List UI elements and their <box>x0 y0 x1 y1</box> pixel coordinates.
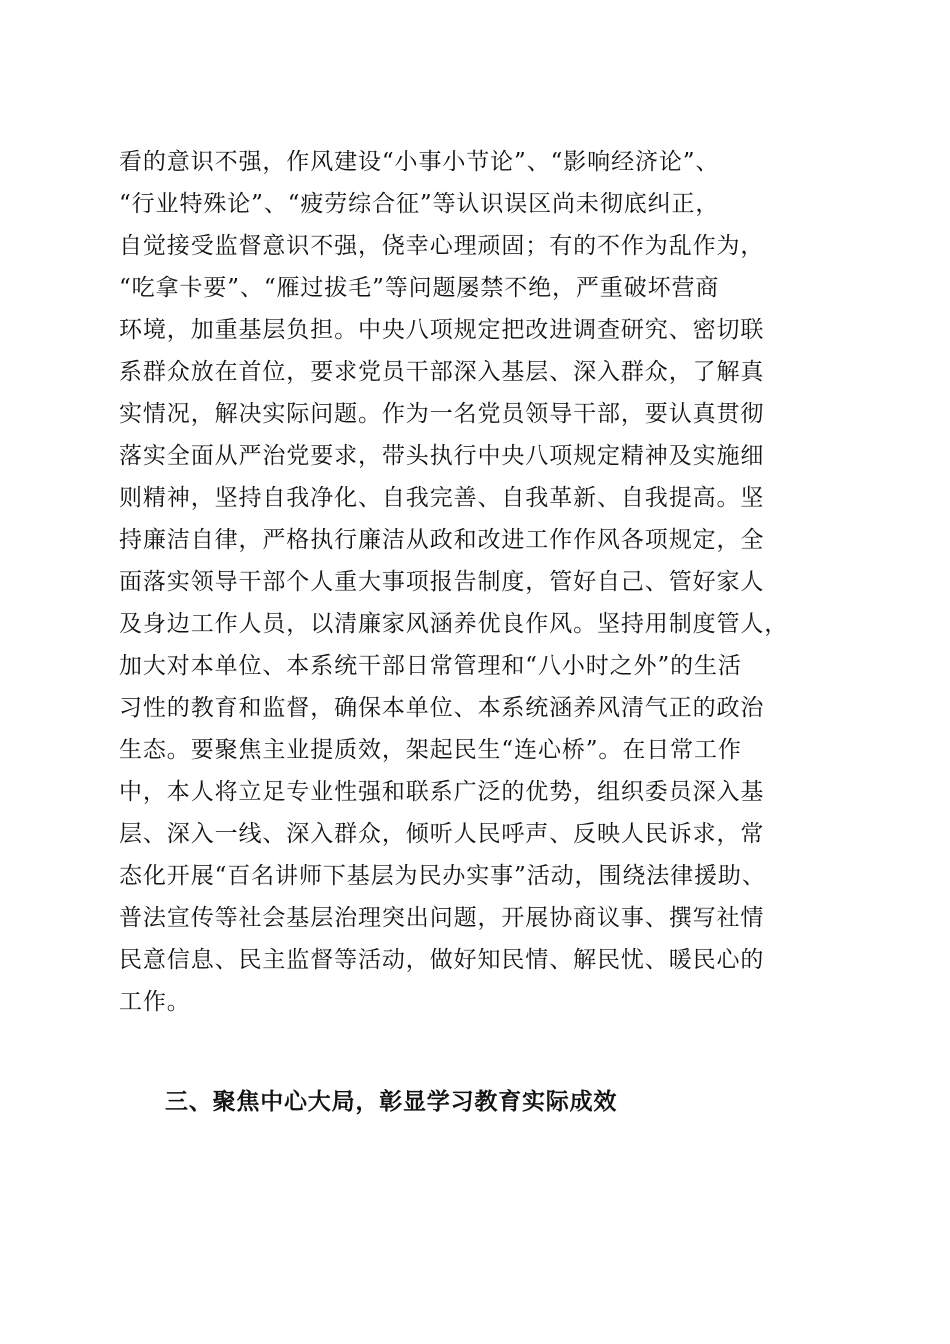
paragraph-line: 系群众放在首位，要求党员干部深入基层、深入群众，了解真 <box>119 359 765 385</box>
paragraph-line: 态化开展“百名讲师下基层为民办实事”活动，围绕法律援助、 <box>119 863 766 889</box>
paragraph-line: 面落实领导干部个人重大事项报告制度，管好自己、管好家人 <box>119 569 765 595</box>
paragraph-line: “行业特殊论”、“疲劳综合征”等认识误区尚未彻底纠正， <box>119 191 720 217</box>
paragraph-line: 则精神，坚持自我净化、自我完善、自我革新、自我提高。坚 <box>119 485 765 511</box>
paragraph-line: 环境，加重基层负担。中央八项规定把改进调查研究、密切联 <box>119 317 765 343</box>
paragraph-line: 习性的教育和监督，确保本单位、本系统涵养风清气正的政治 <box>119 695 765 721</box>
paragraph-line: 生态。要聚焦主业提质效，架起民生“连心桥”。在日常工作 <box>119 737 742 763</box>
paragraph-line: 及身边工作人员，以清廉家风涵养优良作风。坚持用制度管人， <box>119 611 789 637</box>
body-paragraph <box>119 141 839 1023</box>
paragraph-line: “吃拿卡要”、“雁过拔毛”等问题屡禁不绝，严重破坏营商 <box>119 275 720 301</box>
paragraph-line: 看的意识不强，作风建设“小事小节论”、“影响经济论”、 <box>119 149 720 175</box>
paragraph-line: 加大对本单位、本系统干部日常管理和“八小时之外”的生活 <box>119 653 742 679</box>
paragraph-line: 自觉接受监督意识不强，侥幸心理顽固；有的不作为乱作为， <box>119 233 765 259</box>
paragraph-line: 中，本人将立足专业性强和联系广泛的优势，组织委员深入基 <box>119 779 765 805</box>
section-heading: 三、聚焦中心大局，彰显学习教育实际成效 <box>165 1089 618 1115</box>
paragraph-line: 层、深入一线、深入群众，倾听人民呼声、反映人民诉求，常 <box>119 821 765 847</box>
paragraph-line: 普法宣传等社会基层治理突出问题，开展协商议事、撰写社情 <box>119 905 765 931</box>
paragraph-line: 持廉洁自律，严格执行廉洁从政和改进工作作风各项规定，全 <box>119 527 765 553</box>
paragraph-line: 实情况，解决实际问题。作为一名党员领导干部，要认真贯彻 <box>119 401 765 427</box>
paragraph-line: 工作。 <box>119 989 191 1015</box>
paragraph-line: 落实全面从严治党要求，带头执行中央八项规定精神及实施细 <box>119 443 765 469</box>
paragraph-line: 民意信息、民主监督等活动，做好知民情、解民忧、暖民心的 <box>119 947 765 973</box>
